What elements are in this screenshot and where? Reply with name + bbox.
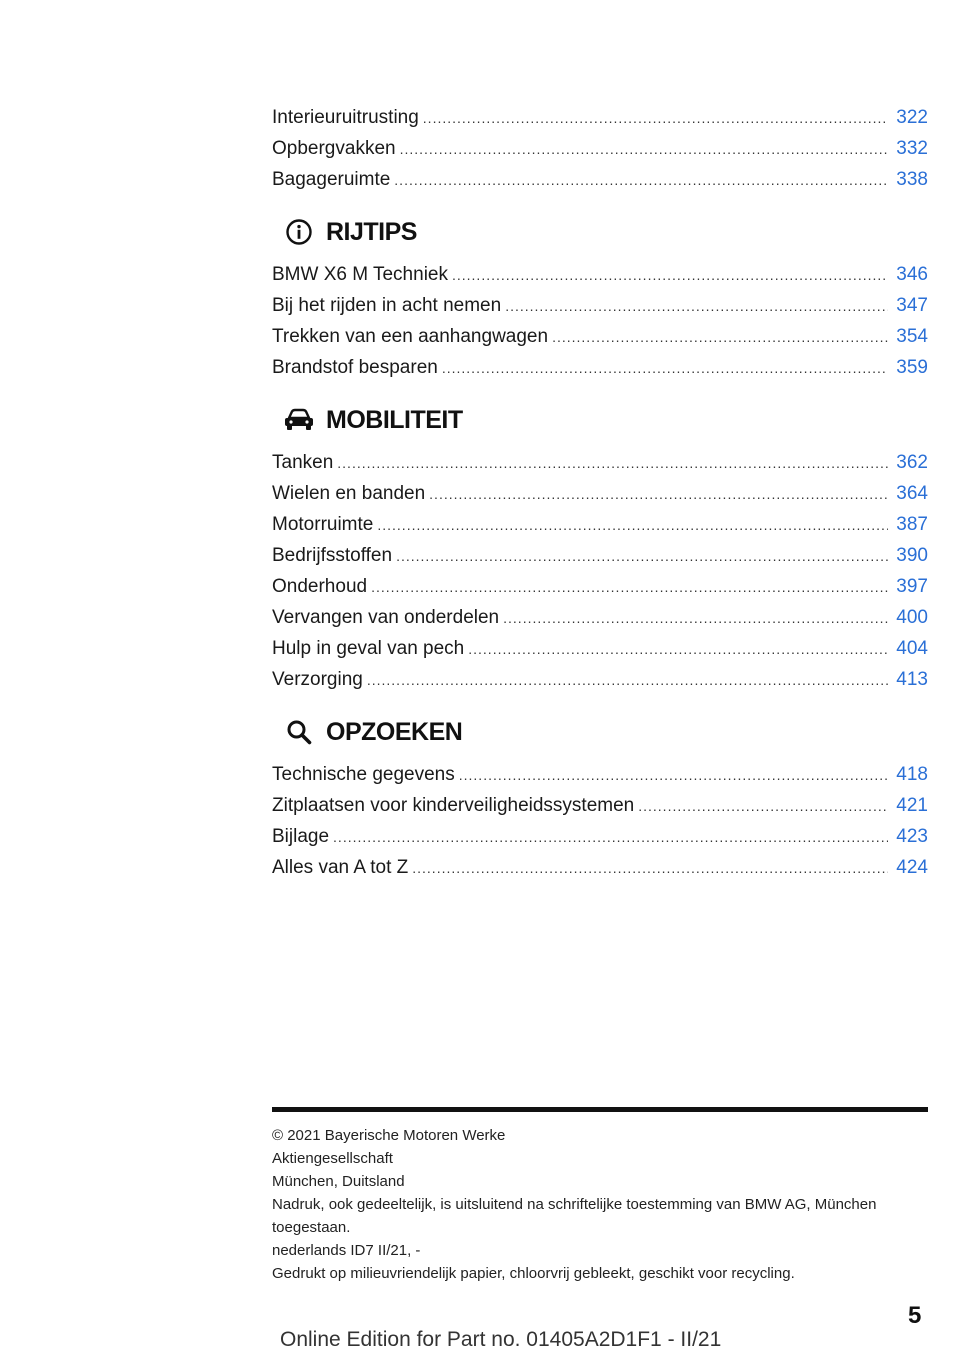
section-title: MOBILITEIT <box>326 405 463 434</box>
toc-entry[interactable] <box>272 571 928 602</box>
toc-entry-title: Alles van A tot Z <box>272 857 409 878</box>
toc-dot-leader <box>442 353 888 384</box>
toc-page-link[interactable]: 404 <box>896 638 928 659</box>
toc-entry-title: Wielen en banden <box>272 483 426 504</box>
toc-entry[interactable] <box>272 290 928 321</box>
toc-entry-title: Opbergvakken <box>272 138 396 159</box>
toc-dot-leader <box>505 291 888 322</box>
imprint-divider <box>272 1107 928 1112</box>
toc-page-link[interactable]: 364 <box>896 483 928 504</box>
toc-dot-leader <box>552 322 888 353</box>
section-title: RIJTIPS <box>326 217 417 246</box>
toc-page-link[interactable]: 413 <box>896 669 928 690</box>
toc-section-mobiliteit <box>272 403 928 695</box>
toc-entry[interactable] <box>272 321 928 352</box>
toc-section-opzoeken <box>272 715 928 883</box>
toc-entry[interactable] <box>272 540 928 571</box>
toc-entry[interactable] <box>272 259 928 290</box>
toc-dot-leader <box>337 448 888 479</box>
toc-dot-leader <box>503 603 888 634</box>
toc-page-link[interactable]: 338 <box>896 169 928 190</box>
toc-dot-leader <box>371 572 888 603</box>
toc-entry[interactable] <box>272 790 928 821</box>
search-icon <box>272 718 326 746</box>
imprint-line: nederlands ID7 II/21, - <box>272 1242 421 1259</box>
toc-page-link[interactable]: 423 <box>896 826 928 847</box>
imprint-line: Aktiengesellschaft <box>272 1150 393 1167</box>
section-heading <box>272 215 928 249</box>
table-of-contents <box>272 102 928 883</box>
toc-page-link[interactable]: 359 <box>896 357 928 378</box>
toc-entry-title: Verzorging <box>272 669 363 690</box>
toc-entry-title: Brandstof besparen <box>272 357 438 378</box>
toc-entry-title: Bedrijfsstoffen <box>272 545 393 566</box>
imprint-line: Nadruk, ook gedeeltelijk, is uitsluitend na schriftelijke toestemming van BMW AG, München toegestaan. <box>272 1196 877 1236</box>
imprint <box>272 1124 928 1285</box>
toc-dot-leader <box>396 541 888 572</box>
toc-entry-title: Technische gegevens <box>272 764 455 785</box>
toc-page-link[interactable]: 322 <box>896 107 928 128</box>
toc-entry[interactable] <box>272 633 928 664</box>
toc-entry-title: Zitplaatsen voor kinderveiligheidssystemen <box>272 795 635 816</box>
toc-entry[interactable] <box>272 164 928 195</box>
toc-page-link[interactable]: 418 <box>896 764 928 785</box>
toc-entry-title: Tanken <box>272 452 334 473</box>
toc-entry-title: Bij het rijden in acht nemen <box>272 295 502 316</box>
toc-page-link[interactable]: 362 <box>896 452 928 473</box>
toc-dot-leader <box>468 634 888 665</box>
toc-page-link[interactable]: 354 <box>896 326 928 347</box>
toc-entry[interactable] <box>272 852 928 883</box>
toc-entry-title: Bagageruimte <box>272 169 391 190</box>
info-icon <box>272 218 326 246</box>
toc-entry[interactable] <box>272 664 928 695</box>
toc-page-link[interactable]: 332 <box>896 138 928 159</box>
toc-entry[interactable] <box>272 478 928 509</box>
toc-dot-leader <box>412 853 888 884</box>
toc-entry-title: Interieuruitrusting <box>272 107 419 128</box>
toc-dot-leader <box>452 260 888 291</box>
toc-entry-title: Onderhoud <box>272 576 368 597</box>
toc-entry[interactable] <box>272 133 928 164</box>
toc-entry-title: Trekken van een aanhangwagen <box>272 326 549 347</box>
toc-page-link[interactable]: 424 <box>896 857 928 878</box>
toc-entry-title: Hulp in geval van pech <box>272 638 465 659</box>
imprint-line: Gedrukt op milieuvriendelijk papier, chloorvrij gebleekt, geschikt voor recycling. <box>272 1265 795 1282</box>
toc-page-link[interactable]: 421 <box>896 795 928 816</box>
toc-dot-leader <box>394 165 888 196</box>
toc-dot-leader <box>423 103 889 134</box>
toc-page-link[interactable]: 400 <box>896 607 928 628</box>
toc-entry-title: Vervangen van onderdelen <box>272 607 500 628</box>
toc-entry[interactable] <box>272 352 928 383</box>
page-number: 5 <box>908 1302 922 1329</box>
toc-entry[interactable] <box>272 102 928 133</box>
toc-entry-title: BMW X6 M Techniek <box>272 264 448 285</box>
toc-entry[interactable] <box>272 509 928 540</box>
toc-page-link[interactable]: 347 <box>896 295 928 316</box>
section-heading <box>272 403 928 437</box>
toc-page-link[interactable]: 390 <box>896 545 928 566</box>
toc-dot-leader <box>429 479 888 510</box>
car-icon <box>272 408 326 432</box>
toc-dot-leader <box>333 822 888 853</box>
section-heading <box>272 715 928 749</box>
toc-dot-leader <box>400 134 889 165</box>
footer-edition-text: Online Edition for Part no. 01405A2D1F1 - II/21 <box>280 1328 722 1351</box>
toc-entry[interactable] <box>272 759 928 790</box>
toc-intro-group <box>272 102 928 195</box>
toc-entry[interactable] <box>272 821 928 852</box>
toc-page-link[interactable]: 346 <box>896 264 928 285</box>
toc-dot-leader <box>638 791 888 822</box>
toc-page-link[interactable]: 397 <box>896 576 928 597</box>
toc-entry-title: Bijlage <box>272 826 330 847</box>
toc-page-link[interactable]: 387 <box>896 514 928 535</box>
toc-dot-leader <box>459 760 889 791</box>
toc-section-rijtips <box>272 215 928 383</box>
toc-entry-title: Motorruimte <box>272 514 374 535</box>
section-title: OPZOEKEN <box>326 717 463 746</box>
toc-dot-leader <box>377 510 888 541</box>
toc-entry[interactable] <box>272 447 928 478</box>
imprint-line: München, Duitsland <box>272 1173 405 1190</box>
imprint-line: © 2021 Bayerische Motoren Werke <box>272 1127 506 1144</box>
toc-entry[interactable] <box>272 602 928 633</box>
toc-dot-leader <box>367 665 888 696</box>
